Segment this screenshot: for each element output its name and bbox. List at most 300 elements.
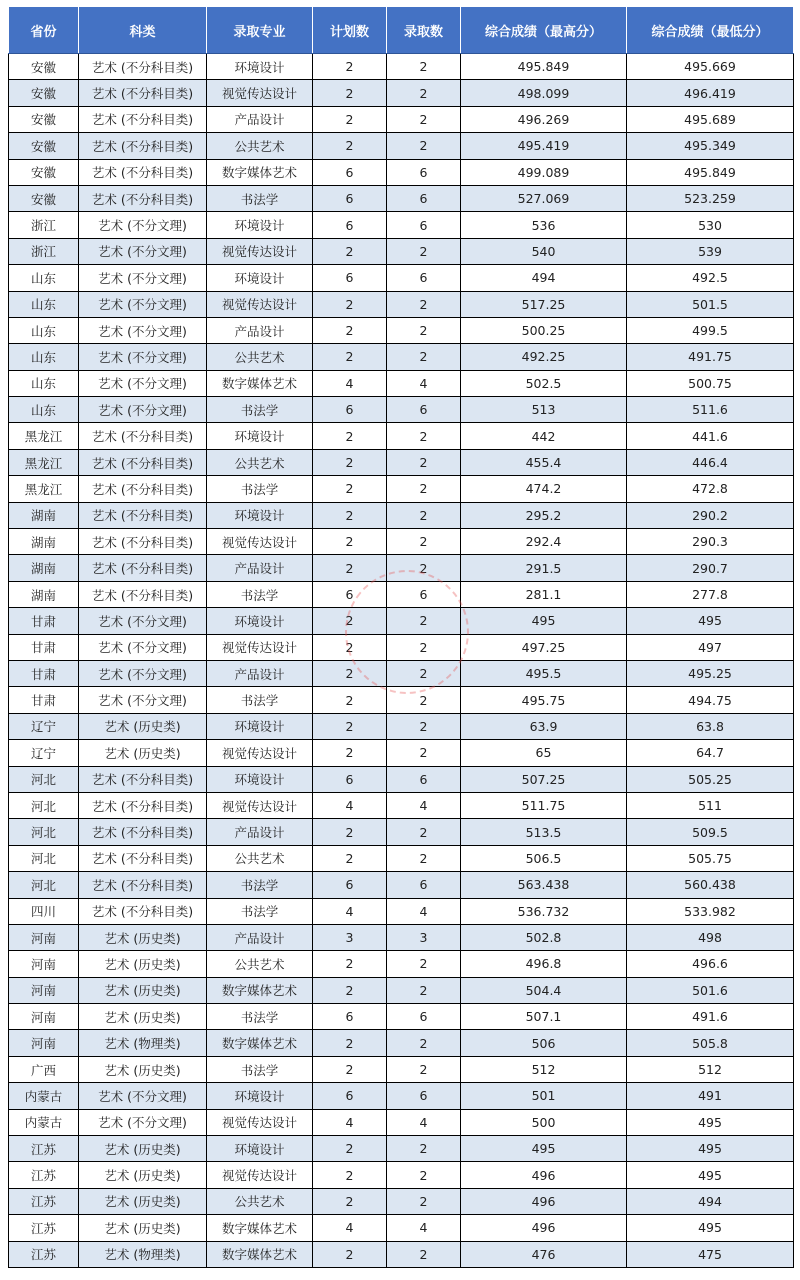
cell-min-score: 495.349 xyxy=(627,133,794,159)
cell-major: 环境设计 xyxy=(207,1083,313,1109)
cell-category: 艺术 (不分文理) xyxy=(79,608,207,634)
cell-major: 公共艺术 xyxy=(207,449,313,475)
cell-max-score: 504.4 xyxy=(461,977,627,1003)
cell-province: 甘肃 xyxy=(9,660,79,686)
cell-min-score: 511.6 xyxy=(627,397,794,423)
cell-category: 艺术 (不分文理) xyxy=(79,1109,207,1135)
cell-min-score: 501.6 xyxy=(627,977,794,1003)
table-row xyxy=(9,1241,794,1267)
cell-plan-count: 2 xyxy=(313,740,387,766)
cell-admit-count: 6 xyxy=(387,581,461,607)
cell-category: 艺术 (历史类) xyxy=(79,1136,207,1162)
cell-admit-count: 2 xyxy=(387,740,461,766)
cell-plan-count: 2 xyxy=(313,819,387,845)
cell-province: 黑龙江 xyxy=(9,476,79,502)
cell-min-score: 495 xyxy=(627,1136,794,1162)
table-row xyxy=(9,529,794,555)
cell-min-score: 64.7 xyxy=(627,740,794,766)
cell-province: 广西 xyxy=(9,1056,79,1082)
table-row xyxy=(9,872,794,898)
cell-min-score: 491.6 xyxy=(627,1004,794,1030)
cell-plan-count: 2 xyxy=(313,1030,387,1056)
cell-province: 河南 xyxy=(9,1030,79,1056)
cell-max-score: 513 xyxy=(461,397,627,423)
table-row xyxy=(9,634,794,660)
cell-major: 公共艺术 xyxy=(207,1188,313,1214)
cell-category: 艺术 (不分科目类) xyxy=(79,872,207,898)
cell-admit-count: 2 xyxy=(387,423,461,449)
cell-max-score: 295.2 xyxy=(461,502,627,528)
cell-province: 四川 xyxy=(9,898,79,924)
cell-min-score: 499.5 xyxy=(627,317,794,343)
cell-min-score: 441.6 xyxy=(627,423,794,449)
cell-admit-count: 2 xyxy=(387,502,461,528)
cell-admit-count: 2 xyxy=(387,660,461,686)
cell-category: 艺术 (历史类) xyxy=(79,740,207,766)
cell-max-score: 65 xyxy=(461,740,627,766)
cell-province: 湖南 xyxy=(9,581,79,607)
cell-max-score: 501 xyxy=(461,1083,627,1109)
cell-province: 河南 xyxy=(9,924,79,950)
cell-max-score: 63.9 xyxy=(461,713,627,739)
cell-major: 书法学 xyxy=(207,1004,313,1030)
cell-admit-count: 6 xyxy=(387,1083,461,1109)
cell-major: 视觉传达设计 xyxy=(207,238,313,264)
cell-min-score: 505.75 xyxy=(627,845,794,871)
cell-plan-count: 2 xyxy=(313,133,387,159)
cell-province: 河北 xyxy=(9,819,79,845)
cell-min-score: 498 xyxy=(627,924,794,950)
cell-category: 艺术 (历史类) xyxy=(79,924,207,950)
table-row xyxy=(9,317,794,343)
cell-major: 数字媒体艺术 xyxy=(207,159,313,185)
cell-min-score: 277.8 xyxy=(627,581,794,607)
cell-min-score: 494 xyxy=(627,1188,794,1214)
cell-max-score: 442 xyxy=(461,423,627,449)
cell-major: 书法学 xyxy=(207,898,313,924)
cell-major: 书法学 xyxy=(207,872,313,898)
cell-max-score: 500 xyxy=(461,1109,627,1135)
cell-category: 艺术 (不分文理) xyxy=(79,370,207,396)
table-row xyxy=(9,1056,794,1082)
cell-major: 公共艺术 xyxy=(207,845,313,871)
cell-min-score: 505.8 xyxy=(627,1030,794,1056)
table-row xyxy=(9,423,794,449)
table-row xyxy=(9,238,794,264)
cell-province: 辽宁 xyxy=(9,740,79,766)
cell-max-score: 494 xyxy=(461,265,627,291)
cell-admit-count: 2 xyxy=(387,529,461,555)
table-row xyxy=(9,792,794,818)
table-row xyxy=(9,660,794,686)
cell-category: 艺术 (历史类) xyxy=(79,951,207,977)
header-max-score: 综合成绩（最高分） xyxy=(461,7,627,54)
cell-admit-count: 2 xyxy=(387,449,461,475)
cell-category: 艺术 (不分文理) xyxy=(79,212,207,238)
cell-admit-count: 2 xyxy=(387,106,461,132)
cell-plan-count: 2 xyxy=(313,1136,387,1162)
cell-admit-count: 2 xyxy=(387,317,461,343)
cell-max-score: 495.5 xyxy=(461,660,627,686)
cell-max-score: 496 xyxy=(461,1188,627,1214)
cell-category: 艺术 (不分科目类) xyxy=(79,423,207,449)
cell-category: 艺术 (不分科目类) xyxy=(79,159,207,185)
cell-admit-count: 2 xyxy=(387,555,461,581)
cell-max-score: 455.4 xyxy=(461,449,627,475)
cell-max-score: 506.5 xyxy=(461,845,627,871)
cell-major: 环境设计 xyxy=(207,766,313,792)
table-row xyxy=(9,977,794,1003)
cell-major: 公共艺术 xyxy=(207,133,313,159)
cell-major: 公共艺术 xyxy=(207,344,313,370)
cell-major: 书法学 xyxy=(207,185,313,211)
cell-plan-count: 2 xyxy=(313,317,387,343)
cell-major: 数字媒体艺术 xyxy=(207,1215,313,1241)
cell-plan-count: 2 xyxy=(313,634,387,660)
cell-min-score: 495.669 xyxy=(627,54,794,80)
cell-plan-count: 4 xyxy=(313,792,387,818)
cell-admit-count: 6 xyxy=(387,1004,461,1030)
admission-scores-table xyxy=(8,6,794,1268)
cell-max-score: 292.4 xyxy=(461,529,627,555)
cell-min-score: 509.5 xyxy=(627,819,794,845)
cell-category: 艺术 (历史类) xyxy=(79,1056,207,1082)
cell-province: 安徽 xyxy=(9,185,79,211)
cell-min-score: 63.8 xyxy=(627,713,794,739)
cell-admit-count: 2 xyxy=(387,634,461,660)
cell-category: 艺术 (不分科目类) xyxy=(79,106,207,132)
cell-major: 视觉传达设计 xyxy=(207,529,313,555)
cell-category: 艺术 (不分科目类) xyxy=(79,54,207,80)
cell-admit-count: 2 xyxy=(387,1030,461,1056)
cell-major: 书法学 xyxy=(207,687,313,713)
cell-admit-count: 2 xyxy=(387,344,461,370)
cell-min-score: 290.7 xyxy=(627,555,794,581)
cell-max-score: 497.25 xyxy=(461,634,627,660)
cell-province: 河北 xyxy=(9,872,79,898)
table-row xyxy=(9,212,794,238)
table-row xyxy=(9,713,794,739)
cell-province: 安徽 xyxy=(9,133,79,159)
cell-category: 艺术 (不分文理) xyxy=(79,397,207,423)
header-min-score: 综合成绩（最低分） xyxy=(627,7,794,54)
cell-major: 书法学 xyxy=(207,581,313,607)
cell-plan-count: 2 xyxy=(313,238,387,264)
cell-admit-count: 4 xyxy=(387,370,461,396)
cell-major: 环境设计 xyxy=(207,54,313,80)
cell-plan-count: 4 xyxy=(313,1109,387,1135)
table-row xyxy=(9,1083,794,1109)
cell-plan-count: 2 xyxy=(313,423,387,449)
cell-plan-count: 2 xyxy=(313,977,387,1003)
cell-province: 山东 xyxy=(9,344,79,370)
cell-admit-count: 2 xyxy=(387,476,461,502)
cell-province: 山东 xyxy=(9,291,79,317)
cell-max-score: 502.5 xyxy=(461,370,627,396)
cell-admit-count: 4 xyxy=(387,1109,461,1135)
cell-category: 艺术 (历史类) xyxy=(79,1188,207,1214)
cell-category: 艺术 (不分文理) xyxy=(79,265,207,291)
table-row xyxy=(9,608,794,634)
cell-max-score: 281.1 xyxy=(461,581,627,607)
header-category: 科类 xyxy=(79,7,207,54)
cell-min-score: 475 xyxy=(627,1241,794,1267)
table-row xyxy=(9,898,794,924)
cell-province: 内蒙古 xyxy=(9,1083,79,1109)
cell-category: 艺术 (不分科目类) xyxy=(79,555,207,581)
cell-max-score: 495.75 xyxy=(461,687,627,713)
cell-plan-count: 2 xyxy=(313,476,387,502)
cell-min-score: 495.849 xyxy=(627,159,794,185)
table-row xyxy=(9,924,794,950)
cell-plan-count: 6 xyxy=(313,1004,387,1030)
cell-category: 艺术 (不分科目类) xyxy=(79,898,207,924)
cell-max-score: 291.5 xyxy=(461,555,627,581)
table-row xyxy=(9,54,794,80)
cell-major: 视觉传达设计 xyxy=(207,1109,313,1135)
cell-min-score: 495 xyxy=(627,1109,794,1135)
cell-admit-count: 2 xyxy=(387,713,461,739)
cell-province: 安徽 xyxy=(9,159,79,185)
cell-province: 浙江 xyxy=(9,238,79,264)
cell-min-score: 495.689 xyxy=(627,106,794,132)
table-row xyxy=(9,185,794,211)
table-row xyxy=(9,1162,794,1188)
cell-major: 产品设计 xyxy=(207,106,313,132)
cell-category: 艺术 (物理类) xyxy=(79,1030,207,1056)
header-row xyxy=(9,7,794,54)
cell-major: 视觉传达设计 xyxy=(207,792,313,818)
cell-min-score: 501.5 xyxy=(627,291,794,317)
cell-major: 产品设计 xyxy=(207,317,313,343)
cell-plan-count: 2 xyxy=(313,845,387,871)
cell-category: 艺术 (历史类) xyxy=(79,1215,207,1241)
table-row xyxy=(9,951,794,977)
header-major: 录取专业 xyxy=(207,7,313,54)
cell-province: 山东 xyxy=(9,370,79,396)
cell-category: 艺术 (不分文理) xyxy=(79,317,207,343)
table-row xyxy=(9,106,794,132)
cell-admit-count: 2 xyxy=(387,1162,461,1188)
cell-max-score: 536.732 xyxy=(461,898,627,924)
cell-max-score: 496 xyxy=(461,1162,627,1188)
table-row xyxy=(9,80,794,106)
cell-admit-count: 6 xyxy=(387,397,461,423)
cell-category: 艺术 (不分科目类) xyxy=(79,819,207,845)
table-row xyxy=(9,845,794,871)
cell-max-score: 507.25 xyxy=(461,766,627,792)
cell-plan-count: 6 xyxy=(313,212,387,238)
cell-admit-count: 2 xyxy=(387,1136,461,1162)
cell-min-score: 290.2 xyxy=(627,502,794,528)
cell-admit-count: 2 xyxy=(387,1241,461,1267)
table-row xyxy=(9,555,794,581)
cell-category: 艺术 (不分科目类) xyxy=(79,845,207,871)
cell-plan-count: 2 xyxy=(313,951,387,977)
cell-plan-count: 2 xyxy=(313,1056,387,1082)
cell-plan-count: 2 xyxy=(313,106,387,132)
cell-admit-count: 4 xyxy=(387,898,461,924)
cell-min-score: 491 xyxy=(627,1083,794,1109)
cell-max-score: 496.8 xyxy=(461,951,627,977)
header-admit-count: 录取数 xyxy=(387,7,461,54)
table-row xyxy=(9,397,794,423)
cell-min-score: 496.419 xyxy=(627,80,794,106)
cell-category: 艺术 (不分科目类) xyxy=(79,449,207,475)
cell-admit-count: 2 xyxy=(387,291,461,317)
cell-min-score: 505.25 xyxy=(627,766,794,792)
table-row xyxy=(9,1004,794,1030)
cell-major: 数字媒体艺术 xyxy=(207,1030,313,1056)
cell-category: 艺术 (不分科目类) xyxy=(79,581,207,607)
cell-min-score: 496.6 xyxy=(627,951,794,977)
table-row xyxy=(9,291,794,317)
cell-max-score: 512 xyxy=(461,1056,627,1082)
table-row xyxy=(9,1215,794,1241)
cell-plan-count: 2 xyxy=(313,660,387,686)
cell-province: 河北 xyxy=(9,792,79,818)
cell-category: 艺术 (不分文理) xyxy=(79,344,207,370)
cell-major: 产品设计 xyxy=(207,660,313,686)
cell-min-score: 523.259 xyxy=(627,185,794,211)
cell-major: 数字媒体艺术 xyxy=(207,977,313,1003)
cell-min-score: 495 xyxy=(627,608,794,634)
cell-major: 环境设计 xyxy=(207,608,313,634)
table-row xyxy=(9,476,794,502)
cell-admit-count: 2 xyxy=(387,80,461,106)
cell-province: 河北 xyxy=(9,845,79,871)
cell-category: 艺术 (历史类) xyxy=(79,1004,207,1030)
cell-province: 山东 xyxy=(9,317,79,343)
cell-min-score: 446.4 xyxy=(627,449,794,475)
cell-plan-count: 4 xyxy=(313,898,387,924)
cell-plan-count: 6 xyxy=(313,1083,387,1109)
cell-province: 安徽 xyxy=(9,80,79,106)
cell-province: 黑龙江 xyxy=(9,449,79,475)
cell-max-score: 498.099 xyxy=(461,80,627,106)
cell-max-score: 540 xyxy=(461,238,627,264)
cell-province: 辽宁 xyxy=(9,713,79,739)
cell-province: 甘肃 xyxy=(9,687,79,713)
cell-province: 河北 xyxy=(9,766,79,792)
cell-admit-count: 2 xyxy=(387,845,461,871)
cell-admit-count: 4 xyxy=(387,792,461,818)
cell-admit-count: 2 xyxy=(387,687,461,713)
cell-category: 艺术 (不分文理) xyxy=(79,291,207,317)
cell-admit-count: 2 xyxy=(387,977,461,1003)
cell-max-score: 563.438 xyxy=(461,872,627,898)
cell-major: 书法学 xyxy=(207,1056,313,1082)
cell-major: 视觉传达设计 xyxy=(207,1162,313,1188)
cell-min-score: 491.75 xyxy=(627,344,794,370)
cell-plan-count: 2 xyxy=(313,529,387,555)
table-row xyxy=(9,1136,794,1162)
cell-major: 环境设计 xyxy=(207,265,313,291)
cell-admit-count: 6 xyxy=(387,212,461,238)
cell-major: 产品设计 xyxy=(207,924,313,950)
table-row xyxy=(9,159,794,185)
cell-plan-count: 2 xyxy=(313,502,387,528)
cell-min-score: 492.5 xyxy=(627,265,794,291)
cell-min-score: 495 xyxy=(627,1215,794,1241)
cell-admit-count: 6 xyxy=(387,159,461,185)
cell-major: 环境设计 xyxy=(207,212,313,238)
cell-province: 山东 xyxy=(9,265,79,291)
cell-admit-count: 4 xyxy=(387,1215,461,1241)
table-row xyxy=(9,1109,794,1135)
table-row xyxy=(9,687,794,713)
cell-max-score: 499.089 xyxy=(461,159,627,185)
cell-plan-count: 4 xyxy=(313,370,387,396)
cell-province: 江苏 xyxy=(9,1241,79,1267)
cell-min-score: 511 xyxy=(627,792,794,818)
cell-admit-count: 3 xyxy=(387,924,461,950)
cell-major: 环境设计 xyxy=(207,1136,313,1162)
cell-province: 内蒙古 xyxy=(9,1109,79,1135)
cell-plan-count: 6 xyxy=(313,397,387,423)
table-row xyxy=(9,344,794,370)
cell-province: 江苏 xyxy=(9,1188,79,1214)
cell-category: 艺术 (历史类) xyxy=(79,713,207,739)
cell-province: 河南 xyxy=(9,977,79,1003)
cell-admit-count: 2 xyxy=(387,238,461,264)
cell-plan-count: 2 xyxy=(313,291,387,317)
cell-admit-count: 6 xyxy=(387,766,461,792)
cell-max-score: 502.8 xyxy=(461,924,627,950)
cell-category: 艺术 (不分文理) xyxy=(79,687,207,713)
cell-plan-count: 2 xyxy=(313,713,387,739)
cell-category: 艺术 (历史类) xyxy=(79,1162,207,1188)
cell-province: 江苏 xyxy=(9,1215,79,1241)
cell-max-score: 496 xyxy=(461,1215,627,1241)
cell-min-score: 495 xyxy=(627,1162,794,1188)
cell-major: 视觉传达设计 xyxy=(207,634,313,660)
cell-category: 艺术 (不分科目类) xyxy=(79,529,207,555)
table-row xyxy=(9,581,794,607)
cell-province: 湖南 xyxy=(9,529,79,555)
cell-plan-count: 2 xyxy=(313,54,387,80)
cell-plan-count: 2 xyxy=(313,1188,387,1214)
cell-plan-count: 4 xyxy=(313,1215,387,1241)
cell-max-score: 536 xyxy=(461,212,627,238)
cell-plan-count: 2 xyxy=(313,344,387,370)
cell-province: 甘肃 xyxy=(9,608,79,634)
cell-province: 河南 xyxy=(9,951,79,977)
cell-category: 艺术 (物理类) xyxy=(79,1241,207,1267)
cell-category: 艺术 (不分科目类) xyxy=(79,502,207,528)
cell-plan-count: 2 xyxy=(313,449,387,475)
cell-min-score: 533.982 xyxy=(627,898,794,924)
cell-province: 黑龙江 xyxy=(9,423,79,449)
cell-major: 书法学 xyxy=(207,397,313,423)
cell-major: 视觉传达设计 xyxy=(207,80,313,106)
cell-category: 艺术 (不分科目类) xyxy=(79,80,207,106)
table-row xyxy=(9,449,794,475)
cell-major: 视觉传达设计 xyxy=(207,740,313,766)
cell-min-score: 530 xyxy=(627,212,794,238)
cell-plan-count: 2 xyxy=(313,687,387,713)
cell-max-score: 495 xyxy=(461,1136,627,1162)
cell-plan-count: 2 xyxy=(313,608,387,634)
cell-province: 江苏 xyxy=(9,1136,79,1162)
cell-admit-count: 6 xyxy=(387,185,461,211)
cell-admit-count: 2 xyxy=(387,819,461,845)
cell-max-score: 495 xyxy=(461,608,627,634)
cell-category: 艺术 (不分文理) xyxy=(79,238,207,264)
cell-plan-count: 2 xyxy=(313,1241,387,1267)
cell-major: 环境设计 xyxy=(207,713,313,739)
cell-plan-count: 6 xyxy=(313,766,387,792)
